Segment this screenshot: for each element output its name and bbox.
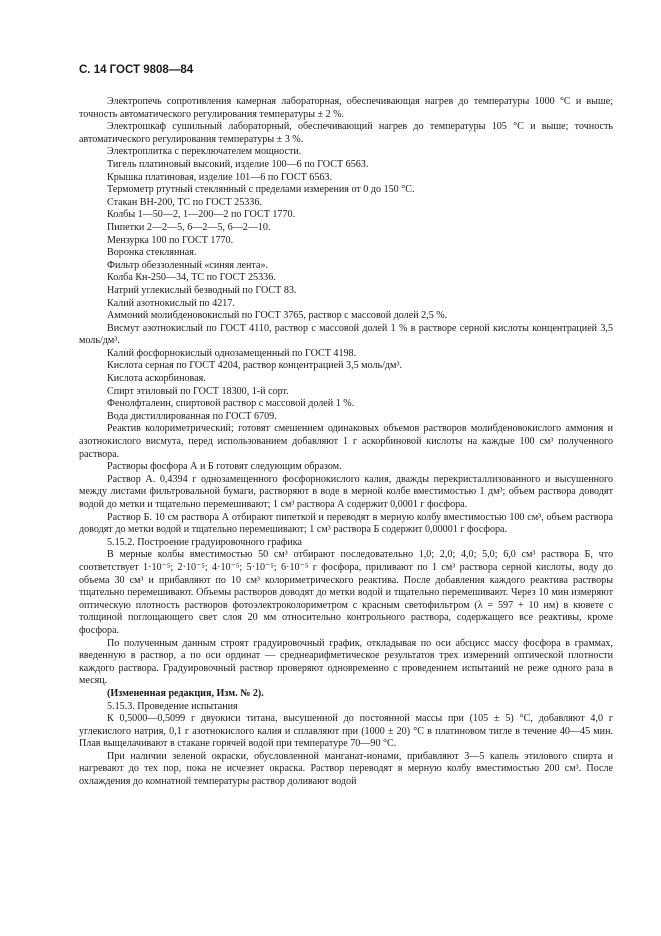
- paragraph: Аммоний молибденовокислый по ГОСТ 3765, раствор с массовой долей 2,5 %.: [107, 310, 448, 322]
- section-heading: 5.15.3. Проведение испытания: [107, 700, 238, 712]
- paragraph: Крышка платиновая, изделие 101—6 по ГОСТ 6563.: [107, 171, 332, 183]
- paragraph: По полученным данным строят градуировочный график, откладывая по оси абсцисс массу фосфора в граммах, введенную в раствор, а по оси ординат — среднеарифметическое результатов трех измерений оптической плотности каждого раствора. Градуировочный раствор проверяют одновременно с проведением испытаний не реже одного раза в месяц.: [79, 637, 613, 687]
- paragraph: Электроплитка с переключателем мощности.: [107, 146, 302, 158]
- paragraph: Тигель платиновый высокий, изделие 100—6 по ГОСТ 6563.: [107, 158, 369, 170]
- document-body: [79, 96, 613, 789]
- paragraph: Фенолфталеин, спиртовой раствор с массовой долей 1 %.: [107, 398, 355, 410]
- page-header: С. 14 ГОСТ 9808—84: [79, 64, 194, 76]
- paragraph: Кислота серная по ГОСТ 4204, раствор концентрацией 3,5 моль/дм³.: [107, 360, 402, 372]
- paragraph: Воронка стеклянная.: [107, 247, 197, 259]
- paragraph: Фильтр обеззоленный «синяя лента».: [107, 259, 269, 271]
- paragraph: Вода дистиллированная по ГОСТ 6709.: [107, 410, 277, 422]
- paragraph: Электропечь сопротивления камерная лабораторная, обеспечивающая нагрев до температуры 1000 °С и выше; точность автоматического регулирования температуры ± 2 %.: [79, 96, 613, 120]
- section-heading: 5.15.2. Построение градуировочного графика: [107, 536, 303, 548]
- paragraph: Раствор Б. 10 см раствора А отбирают пипеткой и переводят в мерную колбу вместимостью 100 см³, объем раствора доводят до метки водой и тщательно перемешивают; 1 см³ раствора Б содержит 0,00001 г фосфора.: [79, 511, 613, 536]
- paragraph: Висмут азотнокислый по ГОСТ 4110, раствор с массовой долей 1 % в растворе серной кислоты концентрацией 3,5 моль/дм³.: [79, 322, 613, 347]
- paragraph: Реактив колориметрический; готовят смешением одинаковых объемов растворов молибденовокислого аммония и азотнокислого висмута, перед использованием добавляют 1 г аскорбиновой кислоты на каждые 100 см³ полученного раствора.: [79, 423, 613, 460]
- paragraph: Стакан ВН-200, ТС по ГОСТ 25336.: [107, 196, 262, 208]
- paragraph: Калий фосфорнокислый однозамещенный по ГОСТ 4198.: [107, 347, 357, 359]
- paragraph: Мензурка 100 по ГОСТ 1770.: [107, 234, 234, 246]
- paragraph: Раствор А. 0,4394 г однозамещенного фосфорнокислого калия, дважды перекристаллизованного и высушенного между листами фильтровальной бумаги, растворяют в воде в мерной колбе вместимостью 1 дм³; объем раствора доводят водой до метки и тщательно перемешивают; 1 см³ раствора А содержит 0,0001 г фосфора.: [79, 473, 613, 510]
- paragraph: Спирт этиловый по ГОСТ 18300, 1-й сорт.: [107, 385, 289, 397]
- paragraph: В мерные колбы вместимостью 50 см³ отбирают последовательно 1,0; 2,0; 4,0; 5,0; 6,0 см³ раствора Б, что соответствует 1·10⁻⁵; 2·10⁻⁵; 4·10⁻⁵; 5·10⁻⁵; 6·10⁻⁵ г фосфора, приливают по 1 см³ раствора серной кислоты, воду до объема 30 см³ и прибавляют по 10 см³ колориметрического реактива. После добавления каждого реактива растворы тщательно перемешивают. Объемы растворов доводят до метки водой и тщательно перемешивают. Через 10 мин измеряют оптическую плотность растворов фотоэлектроколориметром с красным светофильтром (λ = 597 + 10 нм) в кювете с толщиной поглощающего свет слоя 20 мм относительно контрольного раствора, содержащего все реактивы, кроме фосфора.: [79, 549, 613, 636]
- paragraph: Натрий углекислый безводный по ГОСТ 83.: [107, 284, 297, 296]
- paragraph: Колбы 1—50—2, 1—200—2 по ГОСТ 1770.: [107, 209, 296, 221]
- amendment-note: (Измененная редакция, Изм. № 2).: [107, 687, 264, 699]
- paragraph: Кислота аскорбиновая.: [107, 373, 206, 385]
- paragraph: При наличии зеленой окраски, обусловленной манганат-ионами, прибавляют 3—5 капель этилового спирта и нагревают до тех пор, пока не исчезнет окраска. Раствор переводят в мерную колбу вместимостью 200 см³. После охлаждения до комнатной температуры раствор доливают водой: [79, 750, 613, 788]
- paragraph: Термометр ртутный стеклянный с пределами измерения от 0 до 150 °С.: [107, 184, 415, 196]
- paragraph: Растворы фосфора А и Б готовят следующим образом.: [107, 461, 342, 473]
- paragraph: Электрошкаф сушильный лабораторный, обеспечивающий нагрев до температуры 105 °С и выше; точность автоматического регулирования температуры ± 3 %.: [79, 121, 613, 145]
- paragraph: Пипетки 2—2—5, 6—2—5, 6—2—10.: [107, 221, 271, 233]
- paragraph: Калий азотнокислый по 4217.: [107, 297, 235, 309]
- paragraph: Колба Кн-250—34, ТС по ГОСТ 25336.: [107, 272, 276, 284]
- paragraph: К 0,5000—0,5099 г двуокиси титана, высушенной до постоянной массы при (105 ± 5) °С, добавляют 4,0 г углекислого натрия, 0,1 г азотнокислого калия и сплавляют при (1000 ± 20) °С в платиновом тигле в течение 40—45 мин. Плав выщелачивают в стакане горячей водой при температуре 70—90 °С.: [79, 713, 613, 750]
